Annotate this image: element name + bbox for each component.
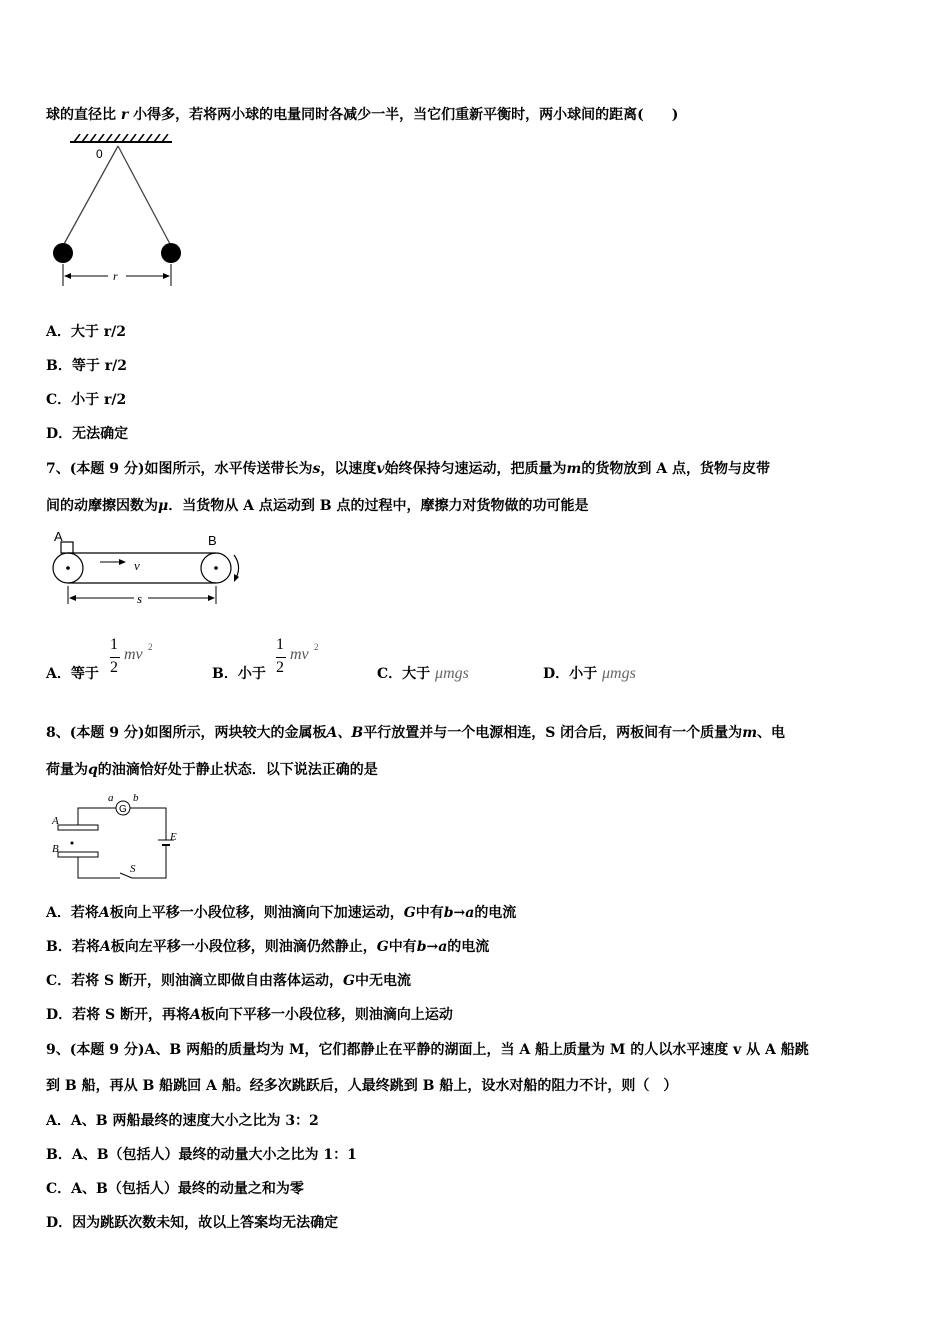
q7-label-v: v [134, 558, 140, 573]
q8-circuit-figure [48, 790, 188, 885]
q8-option-c: C．若将 S 断开，则油滴立即做自由落体运动，G中无电流 [46, 973, 411, 989]
q7-option-c: C．大于 μmgs [377, 665, 469, 682]
q6-option-d: D．无法确定 [46, 426, 129, 442]
q6-pendulum-figure [50, 134, 190, 294]
q8-option-d: D．若将 S 断开，再将A板向下平移一小段位移，则油滴向上运动 [46, 1007, 453, 1023]
q8-label-plate-a: A [52, 815, 59, 827]
q7-stem-line-2: 间的动摩擦因数为μ．当货物从 A 点运动到 B 点的过程中，摩擦力对货物做的功可能是 [46, 498, 589, 514]
q8-oil-drop [71, 842, 74, 845]
q6-stem-text-2: 小得多，若将两小球的电量同时各减少一半，当它们重新平衡时，两小球间的距离( ) [128, 107, 679, 123]
q6-pivot-label: 0 [96, 147, 103, 161]
q7-conveyor-figure [48, 528, 253, 612]
q8-label-a-terminal: a [108, 792, 114, 804]
q9-option-d: D．因为跳跃次数未知，故以上答案均无法确定 [46, 1215, 339, 1231]
q7-stem-line-1: 7、(本题 9 分)如图所示，水平传送带长为s，以速度v始终保持匀速运动，把质量为m的货物放到 A 点，货物与皮带 [46, 461, 770, 477]
q9-option-a: A．A、B 两船最终的速度大小之比为 3：2 [46, 1113, 319, 1129]
q6-stem-text: 球的直径比 [46, 107, 121, 123]
q6-stem-line [46, 104, 678, 124]
q6-option-a: A．大于 r/2 [46, 324, 126, 340]
q6-distance-label: r [113, 269, 118, 283]
q8-galvanometer-label: G [119, 804, 127, 815]
q6-left-string [64, 146, 118, 244]
q7-option-d: D．小于 μmgs [543, 665, 636, 682]
q9-option-b: B．A、B（包括人）最终的动量大小之比为 1：1 [46, 1147, 357, 1163]
q8-stem-line-1: 8、(本题 9 分)如图所示，两块较大的金属板A、B平行放置并与一个电源相连，S 闭合后，两板间有一个质量为m、电 [46, 725, 786, 741]
q8-label-plate-b: B [52, 843, 59, 855]
q7-label-a: A [54, 529, 63, 544]
q7-label-b: B [208, 533, 217, 548]
q8-label-s: S [130, 863, 136, 875]
q7-cargo-box [61, 542, 73, 553]
q6-option-c: C．小于 r/2 [46, 392, 127, 408]
q8-stem-line-2: 荷量为q的油滴恰好处于静止状态．以下说法正确的是 [46, 762, 378, 778]
q6-right-string [118, 146, 170, 244]
q6-right-ball [161, 243, 181, 263]
q8-label-b-terminal: b [133, 792, 139, 804]
q7-label-s: s [137, 591, 143, 606]
q9-option-c: C．A、B（包括人）最终的动量之和为零 [46, 1181, 304, 1197]
q8-label-e: E [170, 831, 177, 843]
q9-stem-line-2: 到 B 船，再从 B 船跳回 A 船。经多次跳跃后，人最终跳到 B 船上，设水对船的阻力不计，则（ ） [46, 1078, 678, 1094]
q6-stem-var-r: r [120, 107, 129, 123]
q8-plate-a [58, 825, 98, 830]
q8-plate-b [58, 852, 98, 857]
q6-left-ball [53, 243, 73, 263]
q7-option-a: A．等于 [46, 666, 99, 682]
q8-option-a: A．若将A板向上平移一小段位移，则油滴向下加速运动，G中有b→a的电流 [46, 905, 517, 921]
q6-option-b: B．等于 r/2 [46, 358, 127, 374]
q7-option-b: B．小于 [212, 666, 266, 682]
q9-stem-line-1: 9、(本题 9 分)A、B 两船的质量均为 M，它们都静止在平静的湖面上，当 A 船上质量为 M 的人以水平速度 v 从 A 船跳 [46, 1042, 809, 1058]
q8-option-b: B．若将A板向左平移一小段位移，则油滴仍然静止，G中有b→a的电流 [46, 939, 490, 955]
